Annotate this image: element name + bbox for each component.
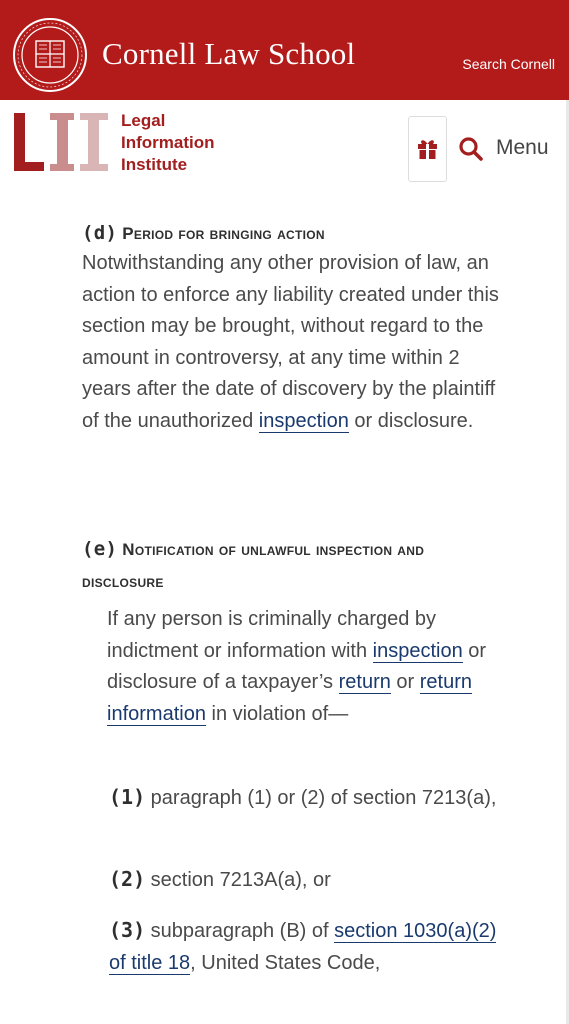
section-e-heading: (e) Notification of unlawful inspection and disclosure xyxy=(82,538,425,591)
brand-title[interactable]: Cornell Law School xyxy=(102,36,356,71)
gift-icon xyxy=(417,138,438,160)
lii-logo-icon[interactable] xyxy=(14,113,110,171)
lii-name[interactable]: Legal Information Institute xyxy=(121,111,215,174)
cornell-header xyxy=(0,0,569,100)
menu-button[interactable]: Menu xyxy=(496,136,549,159)
inspection-link[interactable]: inspection xyxy=(372,639,463,662)
return-link[interactable]: return xyxy=(338,671,391,693)
search-icon[interactable] xyxy=(458,136,484,162)
list-item: (3) subparagraph (B) of section 1030(a)(2) of title 18, United States Code, xyxy=(109,918,497,974)
inspection-link[interactable]: inspection xyxy=(258,409,349,432)
section-d-heading: (d) Period for bringing action xyxy=(82,222,325,244)
donate-button[interactable] xyxy=(408,116,447,182)
cornell-seal-icon[interactable] xyxy=(12,17,88,93)
list-item: (1) paragraph (1) or (2) of section 7213(a), xyxy=(109,785,497,809)
return-information-link[interactable]: return information xyxy=(107,671,473,725)
section-e-intro: If any person is criminally charged by indictment or information with inspection or disclosure of a taxpayer’s return or return information in violation of— xyxy=(107,608,487,725)
search-cornell-link[interactable]: Search Cornell xyxy=(462,56,555,72)
list-item: (2) section 7213A(a), or xyxy=(109,867,331,891)
section-1030-link[interactable]: section 1030(a)(2) of title 18 xyxy=(109,920,497,974)
section-d-text: Notwithstanding any other provision of law, an action to enforce any liability created under this section may be brought, without regard to the amount in controversy, at any time within 2 years after the date of discovery by the plaintiff of the unauthorized inspection or disclosure. xyxy=(82,252,499,432)
